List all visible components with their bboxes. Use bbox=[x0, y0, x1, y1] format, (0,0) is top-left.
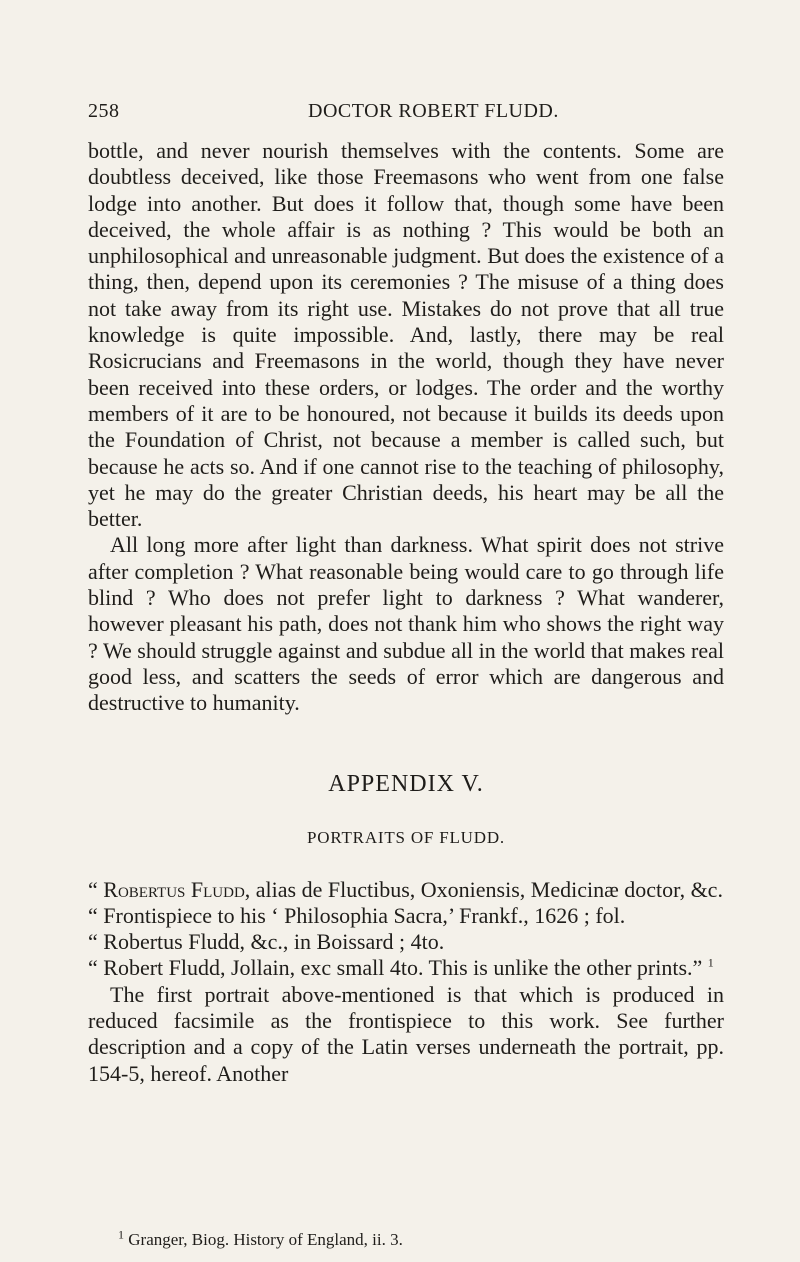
portrait-entry-text: “ Robert Fludd, Jollain, exc small 4to. This is unlike the other prints.” bbox=[88, 955, 703, 981]
running-title: DOCTOR ROBERT FLUDD. bbox=[308, 100, 559, 122]
portrait-entry bbox=[88, 877, 724, 903]
page-header bbox=[88, 96, 720, 128]
footnote bbox=[118, 1227, 718, 1250]
portrait-entry: “ Robertus Fludd, &c., in Boissard ; 4to. bbox=[88, 929, 445, 955]
portrait-entry bbox=[88, 955, 724, 981]
quote-mark: “ bbox=[88, 876, 104, 902]
body-text bbox=[88, 138, 724, 1087]
footnote-marker: 1 bbox=[118, 1227, 124, 1242]
page-number: 258 bbox=[88, 100, 120, 122]
portrait-entry-text: alias de Fluctibus, Oxoniensis, Medicinæ doctor, &c. bbox=[250, 876, 723, 902]
appendix-title: APPENDIX V. bbox=[328, 770, 484, 797]
portrait-list bbox=[88, 877, 724, 982]
body-paragraph: The first portrait above-mentioned is that which is produced in reduced facsimile as the frontispiece to this work. See further description and a copy of the Latin verses underneath the portrait, pp. 154-5, hereof. Another bbox=[88, 981, 724, 1086]
appendix-subtitle: PORTRAITS OF FLUDD. bbox=[307, 827, 505, 847]
body-paragraph: bottle, and never nourish themselves with the contents. Some are doubtless deceived, like those Freemasons who went from one false lodge into another. But does it follow that, though some have been deceived, the whole affair is as nothing ? This would be both an unphilosophical and unreasonable judgment. But does the existence of a thing, then, depend upon its ceremonies ? The misuse of a thing does not take away from its right use. Mistakes do not prove that all true knowledge is quite impossible. And, lastly, there may be real Rosicrucians and Freemasons in the world, though they have never been received into these orders, or lodges. The order and the worthy members of it are to be honoured, not because it builds its deeds upon the Foundation of Christ, not because a member is called such, but because he acts so. And if one cannot rise to the teaching of philosophy, yet he may do the greater Christian deeds, his heart may be all the better. bbox=[88, 138, 724, 532]
footnote-reference[interactable]: 1 bbox=[707, 956, 714, 971]
body-paragraph: All long more after light than darkness. What spirit does not strive after completion ? What reasonable being would care to go through life blind ? Who does not prefer light to darkness ? What wanderer, however pleasant his path, does not thank him who shows the right way ? We should struggle against and subdue all in the world that makes real good less, and scatters the seeds of error which are dangerous and destructive to humanity. bbox=[88, 532, 724, 716]
portrait-subject-name: Robertus Fludd, bbox=[103, 876, 251, 902]
portrait-entry: “ Frontispiece to his ‘ Philosophia Sacra,’ Frankf., 1626 ; fol. bbox=[88, 902, 626, 928]
footnote-text: Granger, Biog. History of England, ii. 3. bbox=[124, 1230, 403, 1249]
